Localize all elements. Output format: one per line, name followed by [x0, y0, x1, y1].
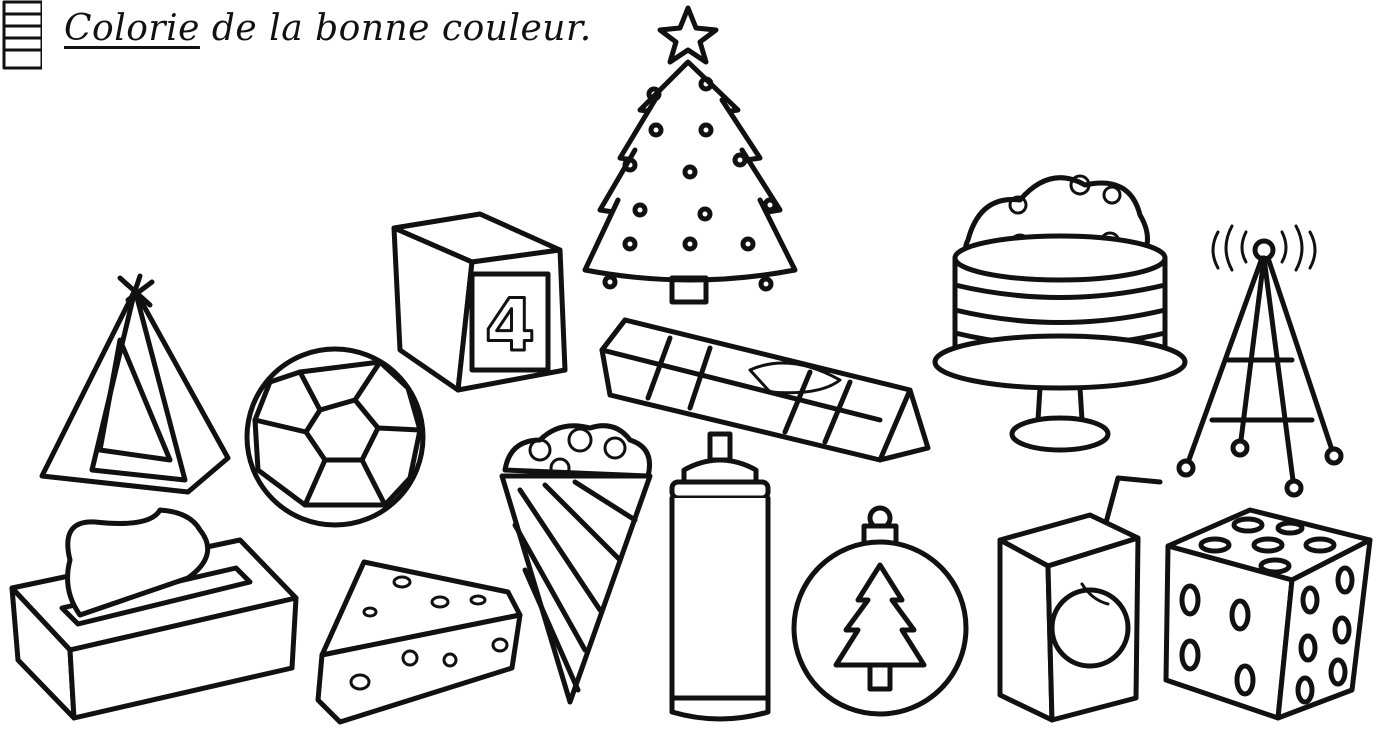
cube-number: 4: [484, 283, 536, 367]
instruction-verb: Colorie: [64, 8, 200, 49]
instruction-rest: de la bonne couleur.: [199, 8, 592, 49]
